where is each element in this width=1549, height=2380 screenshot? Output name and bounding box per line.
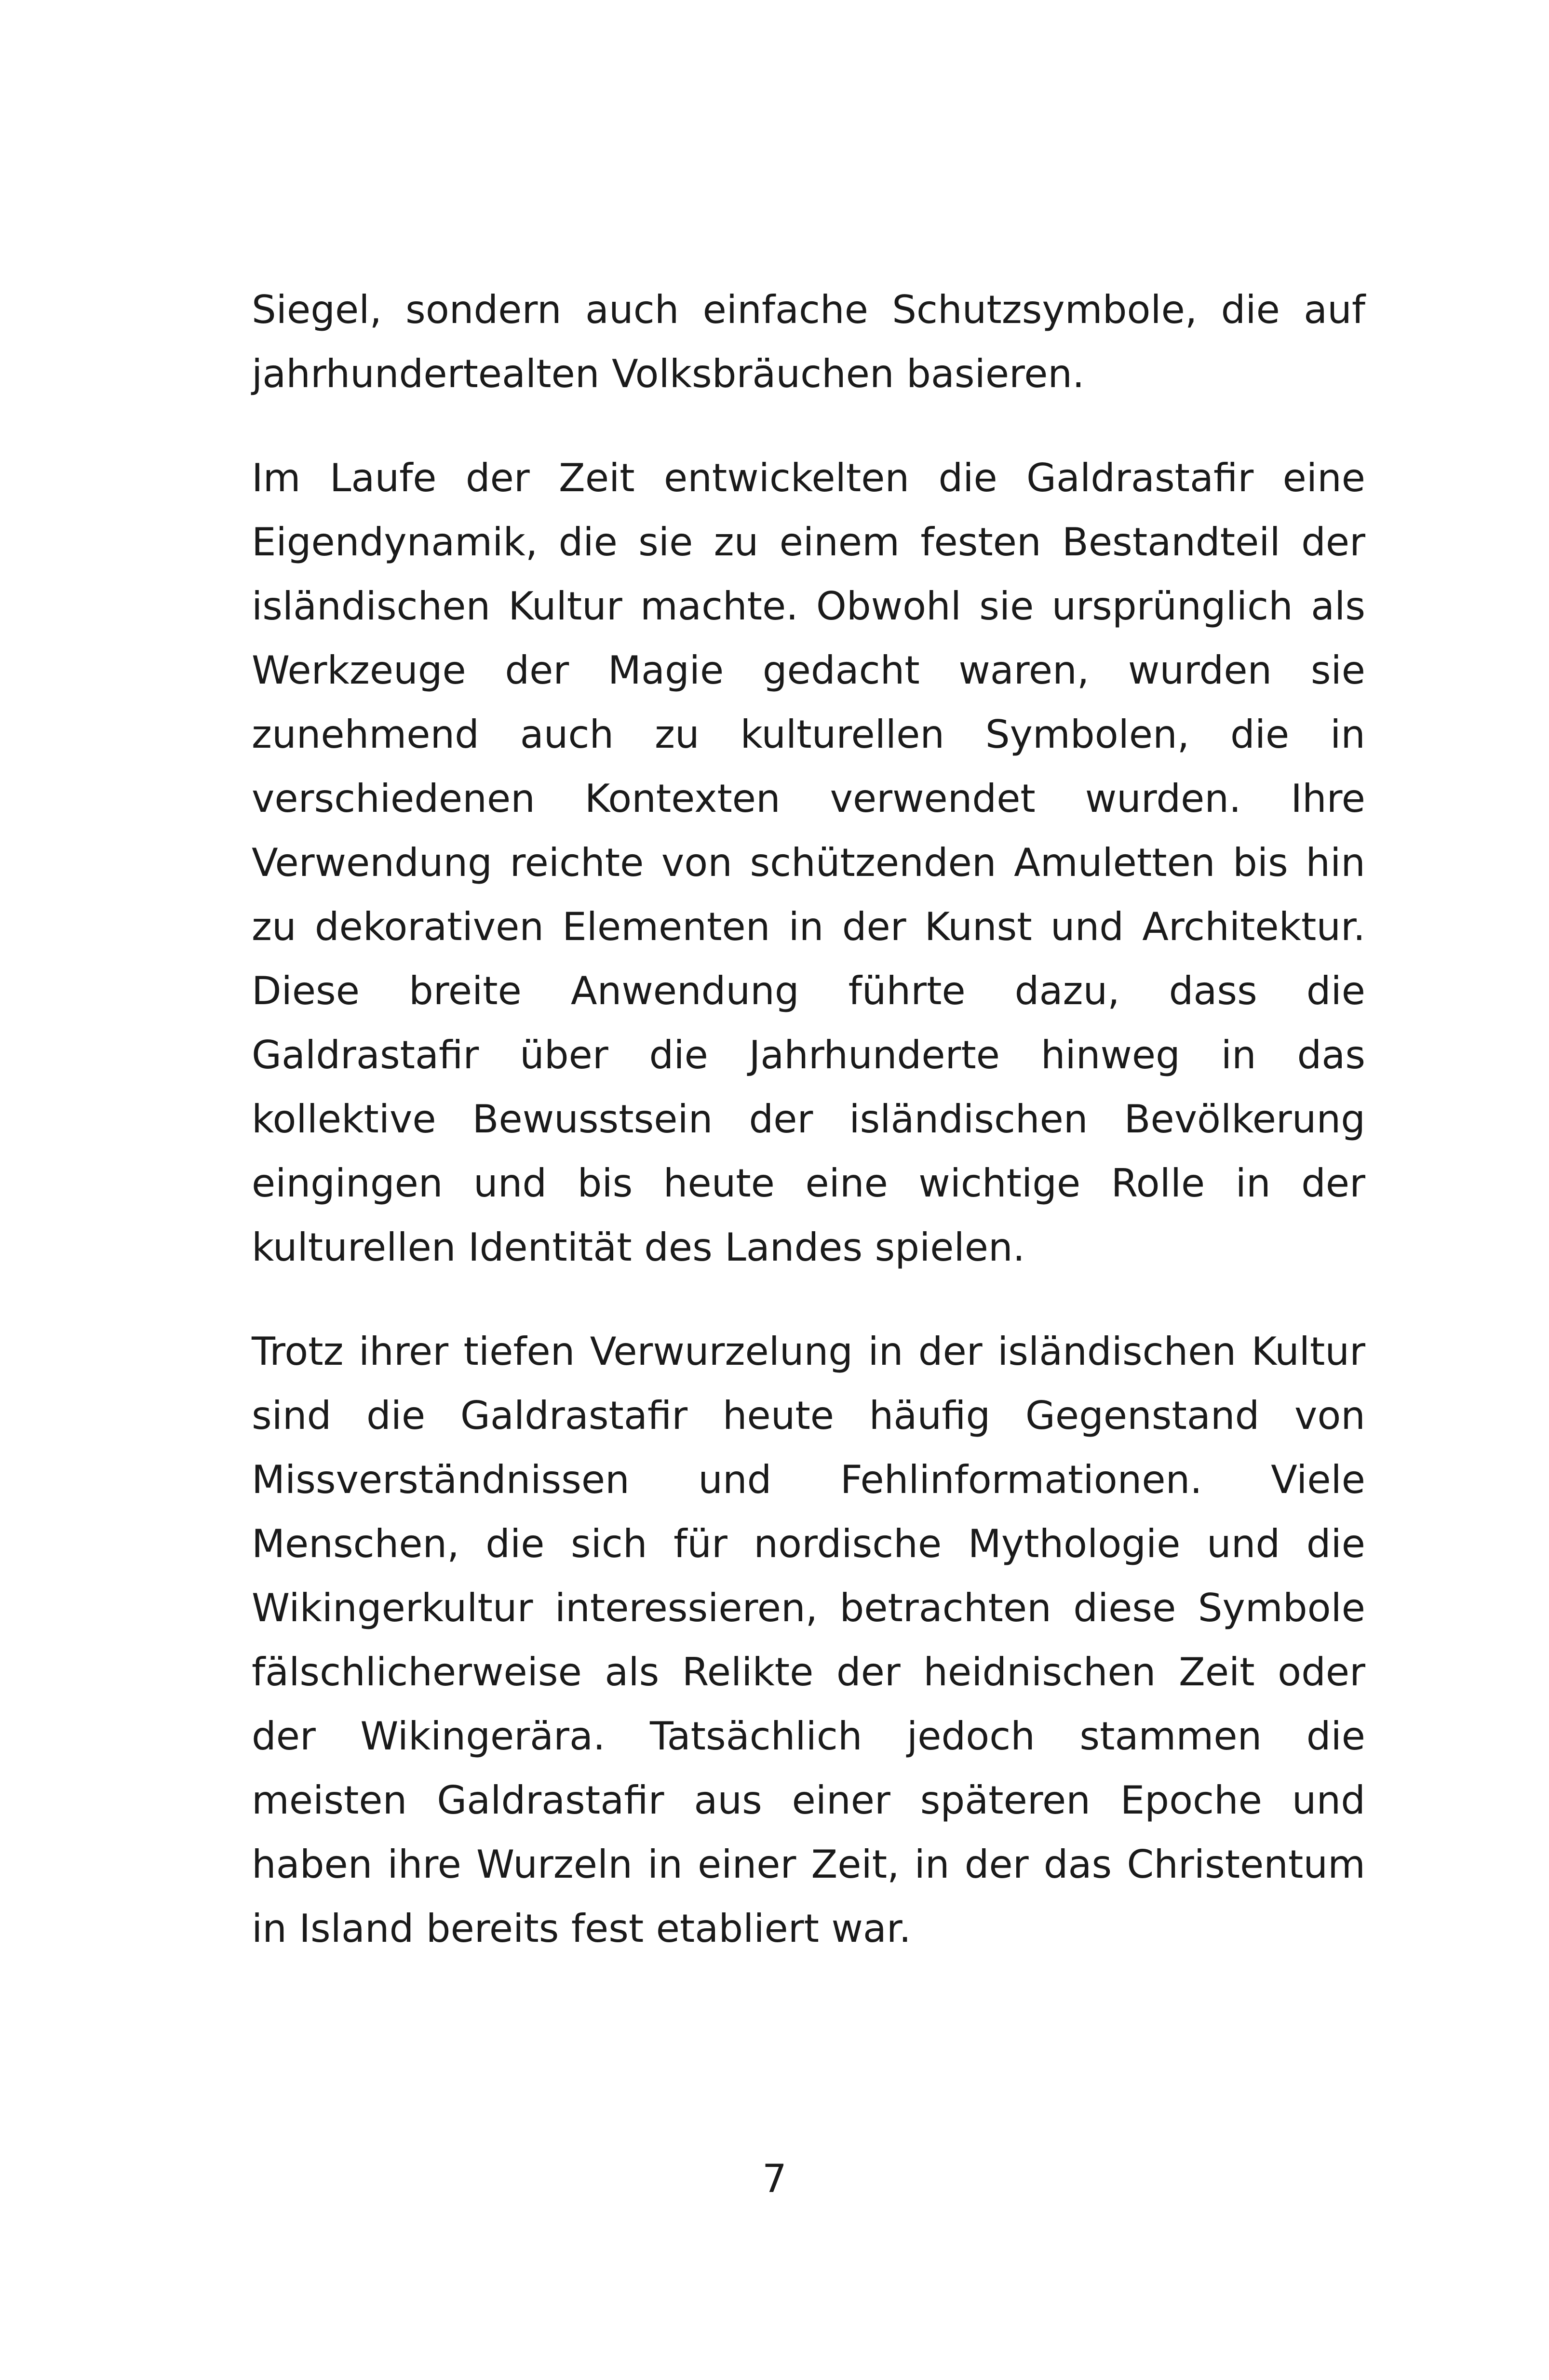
body-text (252, 278, 1365, 1961)
paragraph-2: Im Laufe der Zeit entwickelten die Galdrastafir eine Eigendynamik, die sie zu einem festen Bestandteil der isländischen Kultur machte. Obwohl sie ursprünglich als Werkzeuge der Magie gedacht waren, wurden sie zunehmend auch zu kulturellen Symbolen, die in verschiedenen Kontexten verwendet wurden. Ihre Verwendung reichte von schützenden Amuletten bis hin zu dekorativen Elementen in der Kunst und Architektur. Diese breite Anwendung führte dazu, dass die Galdrastafir über die Jahrhunderte hinweg in das kollektive Bewusstsein der isländischen Bevölkerung eingingen und bis heute eine wichtige Rolle in der kulturellen Identität des Landes spielen. (252, 456, 1365, 1270)
paragraph-1: Siegel, sondern auch einfache Schutzsymbole, die auf jahrhundertealten Volksbräuchen basieren. (252, 287, 1365, 396)
paragraph-3: Trotz ihrer tiefen Verwurzelung in der isländischen Kultur sind die Galdrastafir heute häufig Gegenstand von Missverständnissen und Fehlinformationen. Viele Menschen, die sich für nordische Mythologie und die Wikingerkultur interessieren, betrachten diese Symbole fälschlicherweise als Relikte der heidnischen Zeit oder der Wikingerära. Tatsächlich jedoch stammen die meisten Galdrastafir aus einer späteren Epoche und haben ihre Wurzeln in einer Zeit, in der das Christentum in Island bereits fest etabliert war. (252, 1329, 1365, 1951)
page-number: 7 (762, 2156, 787, 2201)
